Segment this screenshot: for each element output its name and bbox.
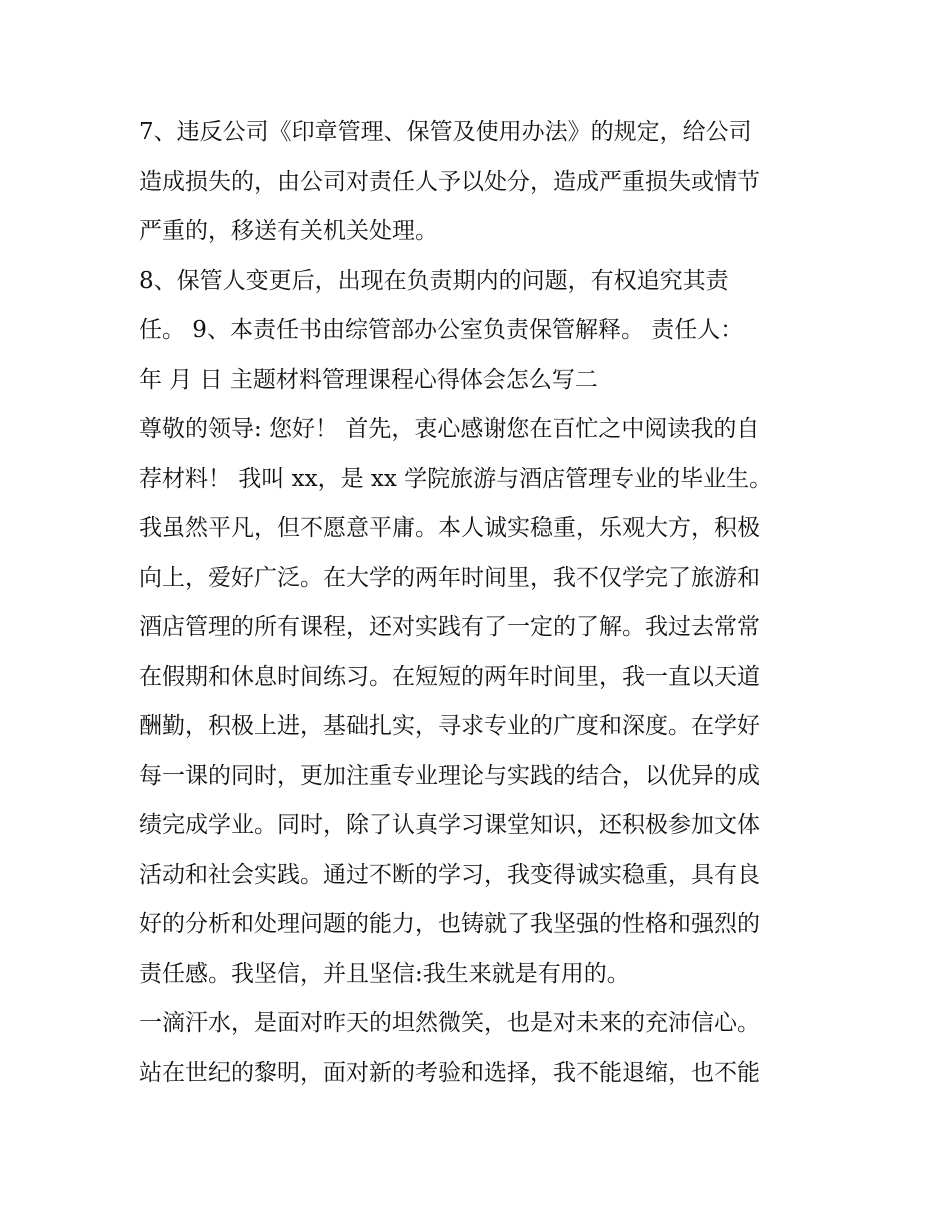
text-line: 造成损失的，由公司对责任人予以处分，造成严重损失或情节 [139,168,760,195]
document-body [139,108,829,1098]
text-line: 一滴汗水，是面对昨天的坦然微笑，也是对未来的充沛信心。 [139,1010,760,1036]
text-line: 站在世纪的黎明，面对新的考验和选择，我不能退缩，也不能 [139,1059,760,1086]
text-line: 活动和社会实践。通过不断的学习，我变得诚实稳重，具有良 [139,861,760,888]
text-line: 酒店管理的所有课程，还对实践有了一定的了解。我过去常常 [139,614,760,640]
text-line: 酬勤，积极上进，基础扎实，寻求专业的广度和深度。在学好 [139,713,760,739]
text-line: 向上，爱好广泛。在大学的两年时间里，我不仅学完了旅游和 [139,564,760,591]
text-line: 绩完成学业。同时，除了认真学习课堂知识，还积极参加文体 [139,812,760,838]
text-line: 7、违反公司《印章管理、保管及使用办法》的规定，给公司 [139,119,752,145]
text-line: 8、保管人变更后，出现在负责期内的问题，有权追究其责 [139,267,729,294]
text-line: 尊敬的领导: 您好！ 首先，衷心感谢您在百忙之中阅读我的自 [139,416,760,442]
text-line: 我虽然平凡，但不愿意平庸。本人诚实稳重，乐观大方，积极 [139,515,760,541]
text-line: 荐材料！ 我叫 xx，是 xx 学院旅游与酒店管理专业的毕业生。 [139,465,773,492]
section-heading-line: 年 月 日 主题材料管理课程心得体会怎么写二 [139,366,598,393]
text-line: 责任感。我坚信，并且坚信:我生来就是有用的。 [139,960,630,987]
text-line: 任。 9、本责任书由综管部办公室负责保管解释。 责任人： [139,317,744,343]
text-line: 严重的，移送有关机关处理。 [139,218,438,244]
text-line: 每一课的同时，更加注重专业理论与实践的结合，以优异的成 [139,762,760,789]
text-line: 好的分析和处理问题的能力，也铸就了我坚强的性格和强烈的 [139,911,760,937]
text-line: 在假期和休息时间练习。在短短的两年时间里，我一直以天道 [139,663,760,690]
